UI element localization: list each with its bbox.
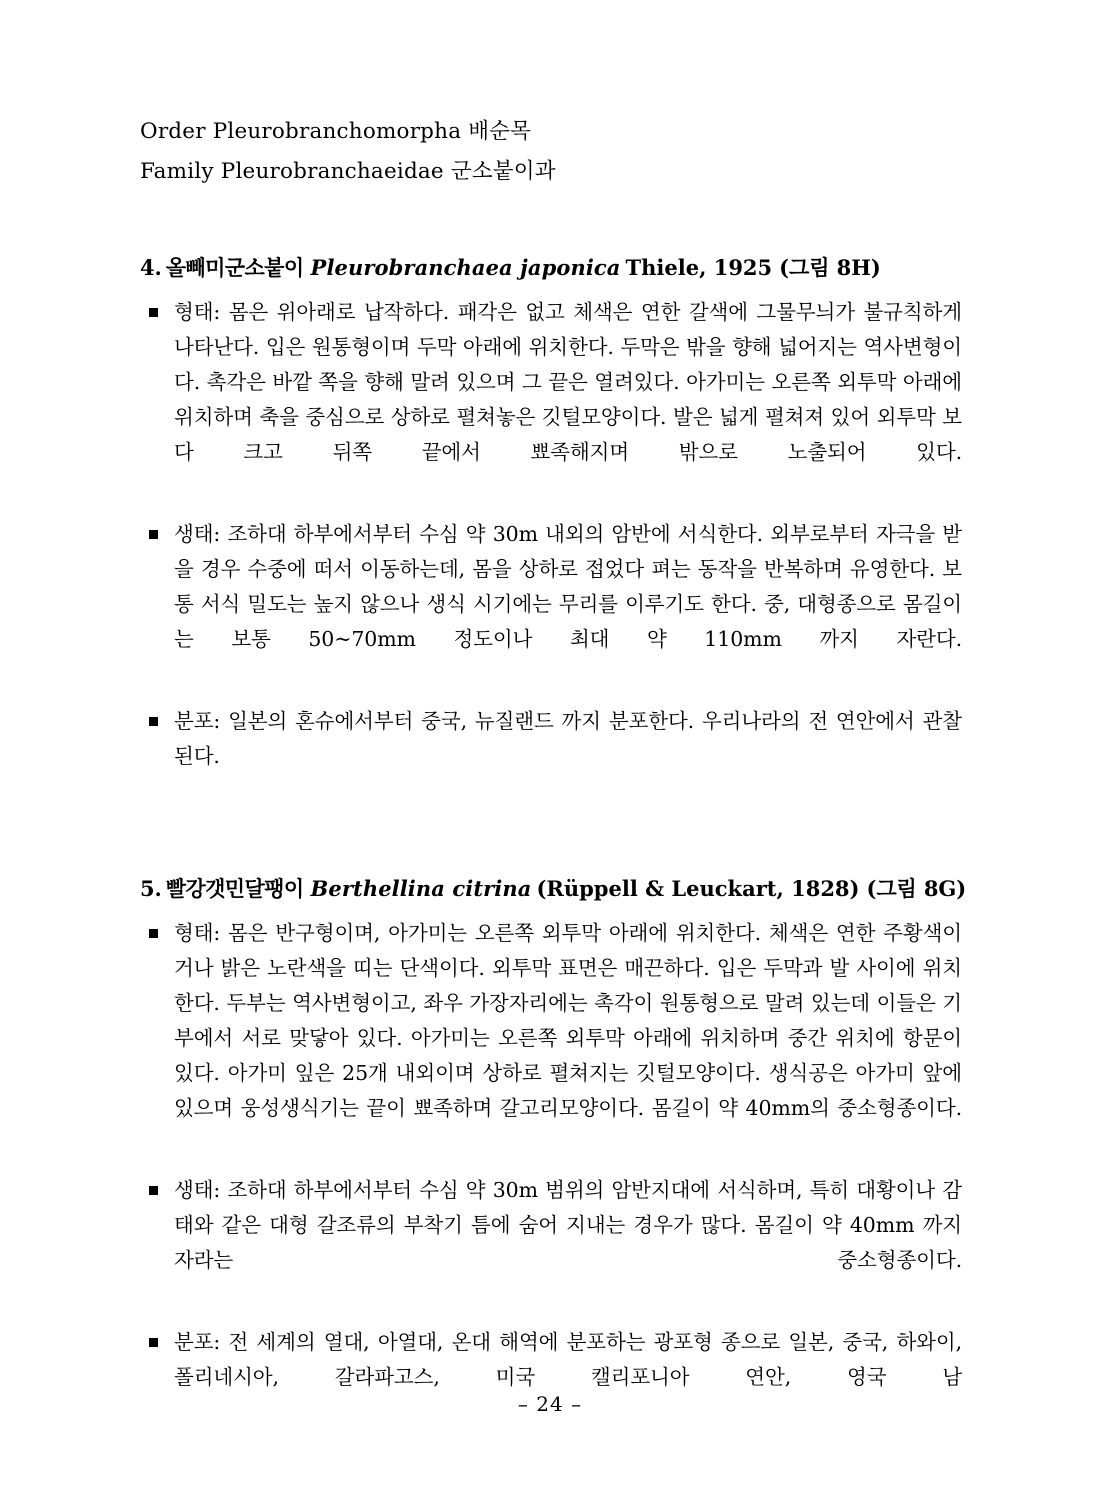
list-item xyxy=(140,295,962,505)
bullet-content: 조하대 하부에서부터 수심 약 30m 내외의 암반에 서식한다. 외부로부터 자극을 받을 경우 수중에 떠서 이동하는데, 몸을 상하로 접었다 펴는 동작을 반복하며 유영한다. 보통 서식 밀도는 높지 않으나 생식 시기에는 무리를 이루기도 한다. 중, 대형종으로 몸길이는 보통 50~70mm 정도이나 최대 약 110mm 까지 자란다. xyxy=(174,522,962,651)
bullet-label: 생태: xyxy=(174,1178,221,1202)
taxonomy-order-latin: Order Pleurobranchomorpha xyxy=(140,119,462,144)
page-footer xyxy=(0,1392,1100,1416)
species-scientific-name-5: Berthellina citrina xyxy=(310,876,532,901)
page-number: – 24 – xyxy=(517,1392,583,1416)
bullet-text xyxy=(174,916,962,1161)
bullet-text xyxy=(174,295,962,505)
taxonomy-order-line xyxy=(140,112,962,152)
bullet-content: 조하대 하부에서부터 수심 약 30m 범위의 암반지대에 서식하며, 특히 대황이나 감태와 같은 대형 갈조류의 부착기 틈에 숨어 지내는 경우가 많다. 몸길이 약 40mm 까지 자라는 중소형종이다. xyxy=(174,1178,962,1272)
bullet-label: 분포: xyxy=(174,1330,221,1354)
taxonomy-family-latin: Family Pleurobranchaeidae xyxy=(140,159,444,184)
bullet-label: 형태: xyxy=(174,921,221,945)
bullet-text xyxy=(174,704,962,809)
bullet-content: 몸은 반구형이며, 아가미는 오른쪽 외투막 아래에 위치한다. 체색은 연한 주황색이거나 밝은 노란색을 띠는 단색이다. 외투막 표면은 매끈하다. 입은 두막과 발 사이에 위치한다. 두부는 역사변형이고, 좌우 가장자리에는 촉각이 원통형으로 말려 있는데 이들은 기부에서 서로 맞닿아 있다. 아가미는 오른쪽 외투막 아래에 위치하며 중간 위치에 항문이 있다. 아가미 잎은 25개 내외이며 상하로 펼쳐지는 깃털모양이다. 생식공은 아가미 앞에 있으며 웅성생식기는 끝이 뾰족하며 갈고리모양이다. 몸길이 약 40mm의 중소형종이다. xyxy=(174,921,962,1120)
bullet-label: 생태: xyxy=(174,522,221,546)
species-bullet-list-5 xyxy=(140,916,962,1430)
species-bullet-list-4 xyxy=(140,295,962,809)
bullet-text xyxy=(174,1173,962,1313)
species-authority-4: Thiele, 1925 xyxy=(625,255,773,280)
species-authority-5: (Rüppell & Leuckart, 1828) xyxy=(536,876,860,901)
bullet-content: 전 세계의 열대, 아열대, 온대 해역에 분포하는 광포형 종으로 일본, 중국, 하와이, 폴리네시아, 갈라파고스, 미국 캘리포니아 연안, 영국 남 xyxy=(174,1330,962,1389)
list-item xyxy=(140,517,962,692)
taxonomy-order-korean: 배순목 xyxy=(468,119,532,144)
square-bullet-icon xyxy=(149,1186,158,1195)
square-bullet-icon xyxy=(149,929,158,938)
species-korean-name-4: 올빼미군소붙이 xyxy=(165,255,304,280)
list-item xyxy=(140,916,962,1161)
bullet-text xyxy=(174,517,962,692)
bullet-label: 분포: xyxy=(174,709,221,733)
square-bullet-icon xyxy=(149,530,158,539)
species-number-5: 5. xyxy=(140,876,162,901)
taxonomy-block xyxy=(140,112,962,192)
species-scientific-name-4: Pleurobranchaea japonica xyxy=(310,255,621,280)
list-item xyxy=(140,704,962,809)
bullet-content: 일본의 혼슈에서부터 중국, 뉴질랜드 까지 분포한다. 우리나라의 전 연안에서 관찰된다. xyxy=(174,709,962,768)
species-entry-4 xyxy=(140,254,962,809)
species-figure-ref-4: (그림 8H) xyxy=(779,255,881,280)
species-number-4: 4. xyxy=(140,255,162,280)
taxonomy-family-line xyxy=(140,152,962,192)
bullet-label: 형태: xyxy=(174,300,221,324)
list-item xyxy=(140,1173,962,1313)
species-heading-5 xyxy=(140,875,967,903)
species-korean-name-5: 빨강갯민달팽이 xyxy=(165,876,304,901)
taxonomy-family-korean: 군소붙이과 xyxy=(450,159,556,184)
species-figure-ref-5: (그림 8G) xyxy=(866,876,967,901)
square-bullet-icon xyxy=(149,1338,158,1347)
species-heading-4 xyxy=(140,254,962,282)
bullet-content: 몸은 위아래로 납작하다. 패각은 없고 체색은 연한 갈색에 그물무늬가 불규칙하게 나타난다. 입은 원통형이며 두막 아래에 위치한다. 두막은 밖을 향해 넓어지는 역사변형이다. 촉각은 바깥 쪽을 향해 말려 있으며 그 끝은 열려있다. 아가미는 오른쪽 외투막 아래에 위치하며 축을 중심으로 상하로 펼쳐놓은 깃털모양이다. 발은 넓게 펼쳐져 있어 외투막 보다 크고 뒤쪽 끝에서 뾰족해지며 밖으로 노출되어 있다. xyxy=(174,300,962,464)
square-bullet-icon xyxy=(149,308,158,317)
page-content xyxy=(140,112,967,1430)
square-bullet-icon xyxy=(149,717,158,726)
species-entry-5 xyxy=(140,875,967,1430)
